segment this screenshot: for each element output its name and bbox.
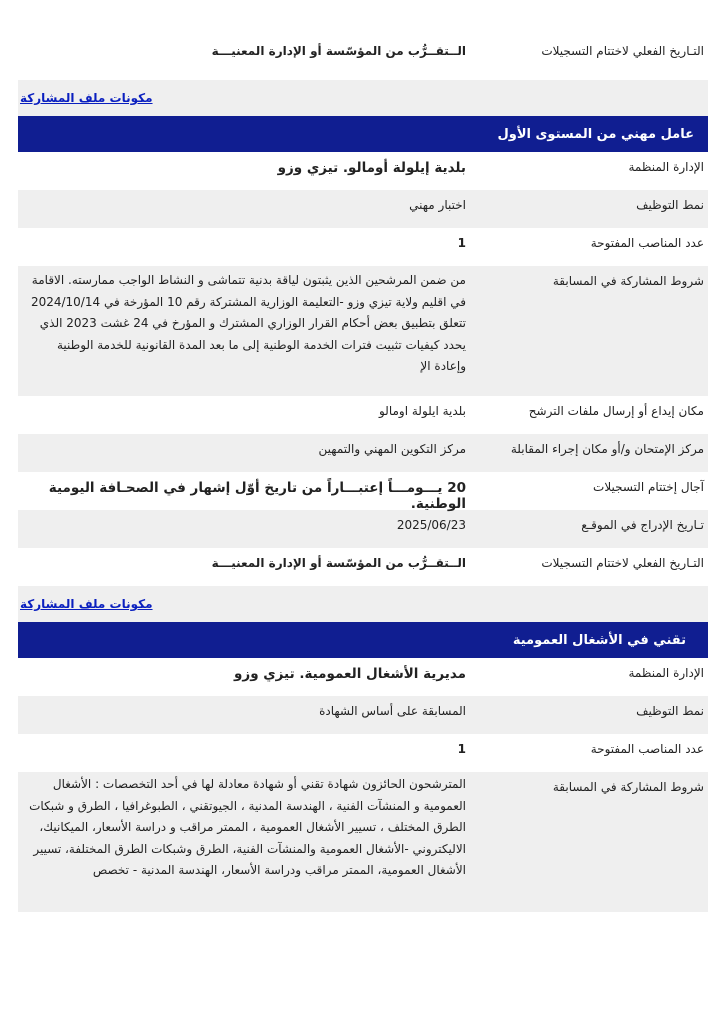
row-actual-closing-date-top — [18, 36, 708, 80]
row-value: مديرية الأشغال العمومية. تيزي وزو — [234, 666, 466, 682]
row-value: بلدية إيلولة أومالو. تيزي وزو — [277, 160, 466, 176]
row-actual-closing-date — [18, 548, 708, 586]
row-label: عدد المناصب المفتوحة — [590, 742, 704, 756]
row-application-place — [18, 396, 708, 434]
post-title-header: تقني في الأشغال العمومية — [18, 622, 708, 658]
post-title-header: عامل مهني من المستوى الأول — [18, 116, 708, 152]
participation-file-docs-row-1 — [18, 80, 708, 116]
row-recruitment-type — [18, 190, 708, 228]
row-label: مكان إيداع أو إرسال ملفات الترشح — [528, 404, 704, 418]
row-label: شروط المشاركة في المسابقة — [552, 274, 704, 288]
row-registration-deadline — [18, 472, 708, 510]
row-value: اختبار مهني — [409, 198, 466, 212]
row-label: مركز الإمتحان و/أو مكان إجراء المقابلة — [510, 442, 704, 456]
row-label: عدد المناصب المفتوحة — [590, 236, 704, 250]
row-exam-center — [18, 434, 708, 472]
row-participation-conditions — [18, 266, 708, 396]
row-value: المسابقة على أساس الشهادة — [319, 704, 466, 718]
row-value: مركز التكوين المهني والتمهين — [318, 442, 466, 456]
participation-file-docs-link[interactable]: مكونات ملف المشاركة — [20, 597, 153, 611]
row-label: آجال إختتام التسجيلات — [593, 480, 704, 494]
row-label: التـاريخ الفعلي لاختتام التسجيلات — [541, 44, 704, 58]
row-posting-date — [18, 510, 708, 548]
row-label: الإدارة المنظمة — [628, 666, 704, 680]
row-label: الإدارة المنظمة — [628, 160, 704, 174]
row-label: نمط التوظيف — [636, 704, 704, 718]
row-participation-conditions — [18, 772, 708, 912]
row-value: من ضمن المرشحين الذين يثبتون لياقة بدنية تتماشى و النشاط الواجب ممارسته. الاقامة في اقليم ولاية تيزي وزو -التعليمة الوزارية المشتركة رقم 10 المؤرخة في 2024/10/14 تتعلق بتطبيق بعض أحكام القرار الوزاري المشترك و المؤرخ في 24 غشت 2023 الذي يحدد كيفيات تثبيت فترات الخدمة الوطنية إلى ما بعد المدة القانونية للخدمة الوطنية وإعادة الإ — [30, 273, 466, 373]
row-label: نمط التوظيف — [636, 198, 704, 212]
row-value: بلدية ايلولة اومالو — [378, 404, 466, 418]
row-label: شروط المشاركة في المسابقة — [552, 780, 704, 794]
row-value: الــتقــرُّب من المؤسّسة أو الإدارة المعنيـــة — [211, 556, 466, 570]
row-label: التـاريخ الفعلي لاختتام التسجيلات — [541, 556, 704, 570]
row-value: 20 يـــومـــاً إعتبـــاراً من تاريخ أوّل إشهار في الصحـافة اليومية الوطنية. — [48, 480, 466, 512]
row-value: الــتقــرُّب من المؤسّسة أو الإدارة المعنيـــة — [211, 44, 466, 58]
row-organizing-administration — [18, 658, 708, 696]
participation-file-docs-link[interactable]: مكونات ملف المشاركة — [20, 91, 153, 105]
row-recruitment-type — [18, 696, 708, 734]
row-open-positions — [18, 734, 708, 772]
row-open-positions — [18, 228, 708, 266]
document-body — [18, 36, 708, 912]
row-label: تـاريخ الإدراج في الموقـع — [581, 518, 704, 532]
row-value: 2025/06/23 — [396, 518, 466, 532]
participation-file-docs-row-2 — [18, 586, 708, 622]
row-organizing-administration — [18, 152, 708, 190]
row-value: المترشحون الحائزون شهادة تقني أو شهادة معادلة لها في أحد التخصصات : الأشغال العمومية و المنشآت الفنية ، الهندسة المدنية ، الجيوتقني ، الطبوغرافيا ، الطرق و شبكات الطرق المختلف ، تسيير الأشغال العمومية ، الممتر مراقب و دراسة الأسعار، الميكانيك، الاليكتروني -الأشغال العمومية والمنشآت الفنية، الطرق وشبكات الطرق المختلفة، تسيير الأشغال العمومية، الممتر مراقب ودراسة الأسعار، الهندسة المدنية - تخصص — [29, 777, 466, 877]
row-value: 1 — [457, 742, 466, 756]
row-value: 1 — [457, 236, 466, 250]
